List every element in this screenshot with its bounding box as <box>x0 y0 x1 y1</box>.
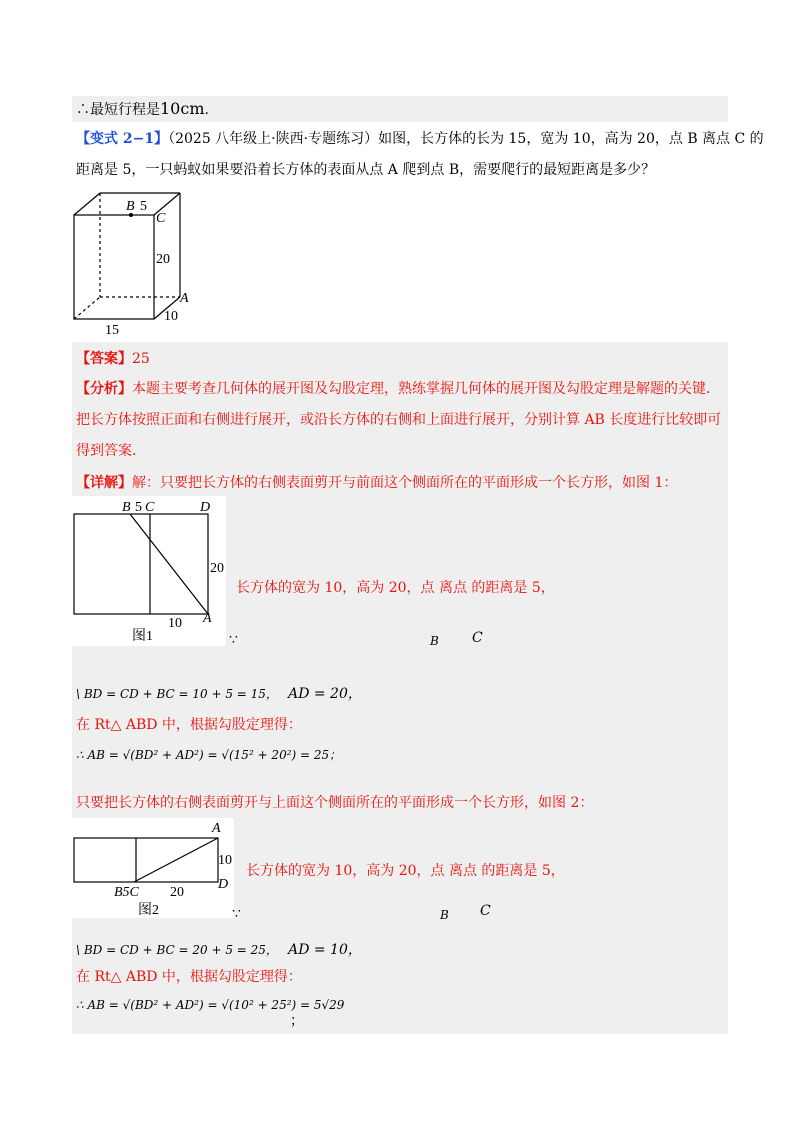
fig2-label-20: 20 <box>170 885 184 900</box>
analysis-text-1: 本题主要考查几何体的展开图及勾股定理，熟练掌握几何体的展开图及勾股定理是解题的关键． <box>132 381 720 397</box>
label-c: C <box>156 211 166 226</box>
fig2-stray-c: C <box>480 903 491 919</box>
analysis-line-2: 把长方体按照正面和右侧进行展开，或沿长方体的右侧和上面进行展开，分别计算 AB 长度进行比较即可 <box>76 412 722 428</box>
fig1-side-text: 长方体的宽为 10，高为 20，点 离点 的距离是 5， <box>236 580 555 596</box>
fig2-label-a: A <box>212 821 221 836</box>
fig1-eq2: ∴ AB = √(BD² + AD²) = √(15² + 20²) = 25； <box>76 748 342 762</box>
cuboid-figure <box>70 188 200 338</box>
fig2-eq1: \ BD = CD + BC = 20 + 5 = 25， <box>76 943 278 957</box>
variant-label: 【变式 2−1】 <box>76 131 169 147</box>
fig1-label-10: 10 <box>168 616 182 631</box>
figure-2 <box>72 818 234 918</box>
analysis-line-3: 得到答案． <box>76 443 146 459</box>
fig1-label-b: B <box>122 500 131 515</box>
prev-conclusion-value: 10cm <box>160 99 205 118</box>
fig2-caption: 图2 <box>138 903 159 918</box>
detail-label: 【详解】 <box>76 475 132 491</box>
fig1-because: ∵ <box>229 632 238 648</box>
fig2-path-ab <box>134 838 218 882</box>
variant-line-1 <box>76 129 764 149</box>
fig2-eq2: ∴ AB = √(BD² + AD²) = √(10² + 25²) = 5√29 <box>76 998 345 1012</box>
fig2-eq1-line <box>76 939 362 959</box>
analysis-line-1 <box>76 379 720 399</box>
label-10: 10 <box>164 309 178 324</box>
fig1-eq1b: AD = 20， <box>288 686 362 702</box>
prev-conclusion-prefix: ∴最短行程是 <box>76 102 160 118</box>
fig2-side-text: 长方体的宽为 10，高为 20，点 离点 的距离是 5， <box>246 863 565 879</box>
fig1-caption: 图1 <box>132 629 153 644</box>
fig2-label-d: D <box>218 877 229 892</box>
fig2-stray-b: B <box>440 908 449 922</box>
cuboid-hidden-diag <box>74 297 100 319</box>
fig2-eq2-end: ； <box>290 1013 304 1029</box>
cuboid-front-face <box>74 215 154 319</box>
label-b: B <box>126 199 135 214</box>
fig1-path-ab <box>130 514 208 614</box>
fig2-label-10: 10 <box>218 853 232 868</box>
fig2-label-b5c: B5C <box>114 885 139 900</box>
answer-line <box>76 349 150 369</box>
fig2-in-rt: 在 Rt△ ABD 中，根据勾股定理得： <box>76 969 302 985</box>
variant-text-1: （2025 八年级上·陕西·专题练习）如图，长方体的长为 15，宽为 10，高为 20，点 B 离点 C 的 <box>168 131 764 147</box>
prev-conclusion-suffix: . <box>204 102 209 118</box>
fig1-label-c: C <box>145 500 155 515</box>
label-a: A <box>180 291 189 306</box>
figure-1 <box>72 496 226 646</box>
variant-line-2: 距离是 5，一只蚂蚁如果要沿着长方体的表面从点 A 爬到点 B，需要爬行的最短距离是多少？ <box>76 162 656 178</box>
cuboid-top-left-edge <box>74 193 100 215</box>
second-intro: 只要把长方体的右侧表面剪开与上面这个侧面所在的平面形成一个长方形，如图 2： <box>76 795 594 811</box>
fig1-label-a: A <box>203 611 212 626</box>
answer-label: 【答案】 <box>76 351 132 367</box>
label-5: 5 <box>140 199 147 214</box>
fig2-because: ∵ <box>232 906 241 922</box>
prev-conclusion <box>76 99 209 120</box>
fig1-eq1: \ BD = CD + BC = 10 + 5 = 15， <box>76 687 278 701</box>
fig1-in-rt: 在 Rt△ ABD 中，根据勾股定理得： <box>76 717 302 733</box>
analysis-label: 【分析】 <box>76 381 132 397</box>
fig1-label-20: 20 <box>210 561 224 576</box>
detail-line <box>76 473 677 493</box>
fig1-eq1-line <box>76 683 362 703</box>
fig2-eq1b: AD = 10， <box>288 942 362 958</box>
label-20: 20 <box>156 252 170 267</box>
label-15: 15 <box>105 323 119 338</box>
detail-intro: 解：只要把长方体的右侧表面剪开与前面这个侧面所在的平面形成一个长方形，如图 1： <box>132 475 678 491</box>
answer-value: 25 <box>132 351 150 367</box>
fig1-stray-c: C <box>472 630 483 646</box>
fig1-label-d: D <box>200 500 211 515</box>
fig1-stray-b: B <box>430 634 439 648</box>
fig1-label-5: 5 <box>135 500 142 515</box>
